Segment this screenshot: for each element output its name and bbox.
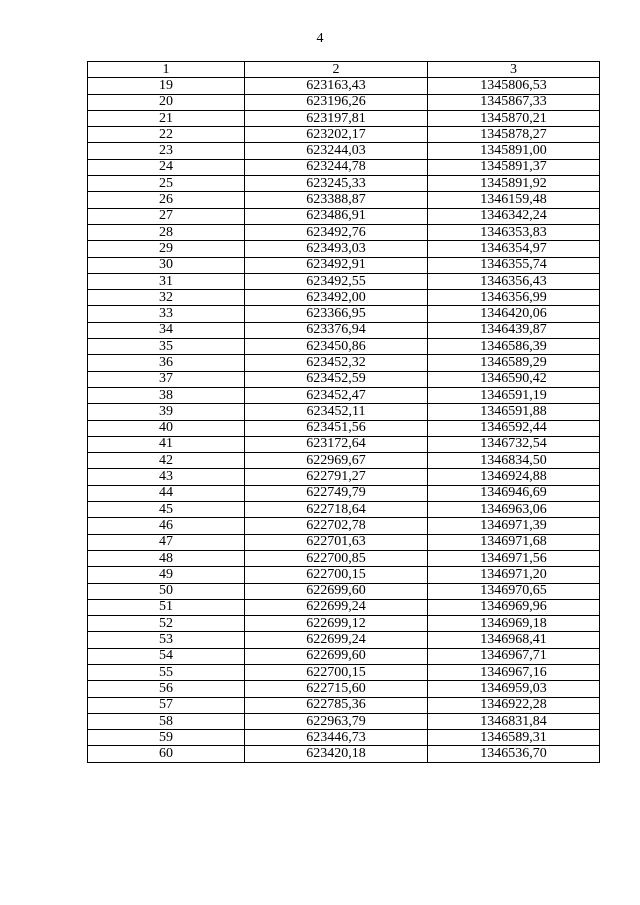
table-row	[88, 322, 600, 338]
x-coordinate-cell: 622963,79	[245, 713, 428, 729]
x-coordinate-cell: 622969,67	[245, 453, 428, 469]
x-coordinate-cell: 622699,12	[245, 616, 428, 632]
point-number-cell: 59	[88, 730, 245, 746]
y-coordinate-cell: 1346971,56	[428, 550, 600, 566]
y-coordinate-cell: 1346159,48	[428, 192, 600, 208]
x-coordinate-cell: 622700,85	[245, 550, 428, 566]
table-row	[88, 469, 600, 485]
table-row	[88, 257, 600, 273]
coordinates-table-body	[88, 62, 600, 763]
x-coordinate-cell: 622699,60	[245, 583, 428, 599]
table-row	[88, 159, 600, 175]
point-number-cell: 53	[88, 632, 245, 648]
point-number-cell: 23	[88, 143, 245, 159]
y-coordinate-cell: 1346969,96	[428, 599, 600, 615]
x-coordinate-cell: 622699,24	[245, 599, 428, 615]
table-row	[88, 485, 600, 501]
table-row	[88, 127, 600, 143]
point-number-cell: 55	[88, 664, 245, 680]
table-row	[88, 192, 600, 208]
x-coordinate-cell: 622700,15	[245, 664, 428, 680]
y-coordinate-cell: 1346971,68	[428, 534, 600, 550]
x-coordinate-cell: 623492,55	[245, 273, 428, 289]
y-coordinate-cell: 1346963,06	[428, 502, 600, 518]
table-row	[88, 176, 600, 192]
table-row	[88, 518, 600, 534]
x-coordinate-cell: 623486,91	[245, 208, 428, 224]
table-row	[88, 502, 600, 518]
y-coordinate-cell: 1346342,24	[428, 208, 600, 224]
y-coordinate-cell: 1345806,53	[428, 78, 600, 94]
x-coordinate-cell: 622749,79	[245, 485, 428, 501]
point-number-cell: 58	[88, 713, 245, 729]
point-number-cell: 56	[88, 681, 245, 697]
table-row	[88, 697, 600, 713]
table-row	[88, 273, 600, 289]
point-number-cell: 30	[88, 257, 245, 273]
table-row	[88, 567, 600, 583]
table-row	[88, 746, 600, 762]
y-coordinate-cell: 1346592,44	[428, 420, 600, 436]
y-coordinate-cell: 1346922,28	[428, 697, 600, 713]
x-coordinate-cell: 622702,78	[245, 518, 428, 534]
point-number-cell: 37	[88, 371, 245, 387]
y-coordinate-cell: 1346354,97	[428, 241, 600, 257]
y-coordinate-cell: 1346834,50	[428, 453, 600, 469]
point-number-cell: 36	[88, 355, 245, 371]
x-coordinate-cell: 623492,76	[245, 224, 428, 240]
table-row	[88, 208, 600, 224]
table-row	[88, 648, 600, 664]
y-coordinate-cell: 1346353,83	[428, 224, 600, 240]
point-number-cell: 39	[88, 404, 245, 420]
table-row	[88, 616, 600, 632]
table-row	[88, 404, 600, 420]
table-row	[88, 550, 600, 566]
table-row	[88, 387, 600, 403]
x-coordinate-cell: 623245,33	[245, 176, 428, 192]
y-coordinate-cell: 1346971,39	[428, 518, 600, 534]
table-row	[88, 436, 600, 452]
point-number-cell: 27	[88, 208, 245, 224]
y-coordinate-cell: 1346968,41	[428, 632, 600, 648]
y-coordinate-cell: 1346967,71	[428, 648, 600, 664]
x-coordinate-cell: 623376,94	[245, 322, 428, 338]
header-cell-y: 3	[428, 62, 600, 78]
point-number-cell: 25	[88, 176, 245, 192]
point-number-cell: 34	[88, 322, 245, 338]
table-row	[88, 583, 600, 599]
y-coordinate-cell: 1346590,42	[428, 371, 600, 387]
header-cell-x: 2	[245, 62, 428, 78]
x-coordinate-cell: 623450,86	[245, 339, 428, 355]
point-number-cell: 24	[88, 159, 245, 175]
table-row	[88, 241, 600, 257]
y-coordinate-cell: 1346924,88	[428, 469, 600, 485]
point-number-cell: 29	[88, 241, 245, 257]
point-number-cell: 26	[88, 192, 245, 208]
table-row	[88, 290, 600, 306]
x-coordinate-cell: 623452,59	[245, 371, 428, 387]
table-row	[88, 339, 600, 355]
point-number-cell: 44	[88, 485, 245, 501]
table-row	[88, 713, 600, 729]
x-coordinate-cell: 623451,56	[245, 420, 428, 436]
table-row	[88, 306, 600, 322]
table-header-row	[88, 62, 600, 78]
point-number-cell: 20	[88, 94, 245, 110]
point-number-cell: 32	[88, 290, 245, 306]
x-coordinate-cell: 623452,47	[245, 387, 428, 403]
page-number: 4	[316, 31, 324, 46]
table-row	[88, 94, 600, 110]
point-number-cell: 51	[88, 599, 245, 615]
x-coordinate-cell: 623493,03	[245, 241, 428, 257]
x-coordinate-cell: 623196,26	[245, 94, 428, 110]
point-number-cell: 21	[88, 110, 245, 126]
y-coordinate-cell: 1346536,70	[428, 746, 600, 762]
y-coordinate-cell: 1346967,16	[428, 664, 600, 680]
point-number-cell: 22	[88, 127, 245, 143]
y-coordinate-cell: 1345870,21	[428, 110, 600, 126]
x-coordinate-cell: 623244,78	[245, 159, 428, 175]
x-coordinate-cell: 623366,95	[245, 306, 428, 322]
point-number-cell: 54	[88, 648, 245, 664]
point-number-cell: 47	[88, 534, 245, 550]
x-coordinate-cell: 622700,15	[245, 567, 428, 583]
point-number-cell: 46	[88, 518, 245, 534]
point-number-cell: 49	[88, 567, 245, 583]
y-coordinate-cell: 1345878,27	[428, 127, 600, 143]
y-coordinate-cell: 1346831,84	[428, 713, 600, 729]
table-row	[88, 664, 600, 680]
point-number-cell: 57	[88, 697, 245, 713]
point-number-cell: 60	[88, 746, 245, 762]
x-coordinate-cell: 623202,17	[245, 127, 428, 143]
point-number-cell: 31	[88, 273, 245, 289]
x-coordinate-cell: 623388,87	[245, 192, 428, 208]
x-coordinate-cell: 623163,43	[245, 78, 428, 94]
x-coordinate-cell: 622715,60	[245, 681, 428, 697]
table-row	[88, 730, 600, 746]
header-cell-point-number: 1	[88, 62, 245, 78]
y-coordinate-cell: 1346969,18	[428, 616, 600, 632]
table-row	[88, 599, 600, 615]
point-number-cell: 38	[88, 387, 245, 403]
y-coordinate-cell: 1346355,74	[428, 257, 600, 273]
y-coordinate-cell: 1346586,39	[428, 339, 600, 355]
point-number-cell: 40	[88, 420, 245, 436]
table-row	[88, 453, 600, 469]
point-number-cell: 42	[88, 453, 245, 469]
point-number-cell: 41	[88, 436, 245, 452]
y-coordinate-cell: 1346420,06	[428, 306, 600, 322]
x-coordinate-cell: 622785,36	[245, 697, 428, 713]
x-coordinate-cell: 623172,64	[245, 436, 428, 452]
x-coordinate-cell: 623492,91	[245, 257, 428, 273]
x-coordinate-cell: 622791,27	[245, 469, 428, 485]
coordinates-table	[87, 61, 600, 763]
point-number-cell: 28	[88, 224, 245, 240]
point-number-cell: 35	[88, 339, 245, 355]
y-coordinate-cell: 1346732,54	[428, 436, 600, 452]
table-row	[88, 534, 600, 550]
y-coordinate-cell: 1346970,65	[428, 583, 600, 599]
y-coordinate-cell: 1346591,19	[428, 387, 600, 403]
point-number-cell: 45	[88, 502, 245, 518]
point-number-cell: 43	[88, 469, 245, 485]
x-coordinate-cell: 622699,24	[245, 632, 428, 648]
x-coordinate-cell: 623446,73	[245, 730, 428, 746]
x-coordinate-cell: 623452,11	[245, 404, 428, 420]
y-coordinate-cell: 1346971,20	[428, 567, 600, 583]
point-number-cell: 19	[88, 78, 245, 94]
y-coordinate-cell: 1346946,69	[428, 485, 600, 501]
table-row	[88, 78, 600, 94]
y-coordinate-cell: 1345867,33	[428, 94, 600, 110]
table-row	[88, 143, 600, 159]
table-row	[88, 224, 600, 240]
table-row	[88, 632, 600, 648]
point-number-cell: 48	[88, 550, 245, 566]
y-coordinate-cell: 1346959,03	[428, 681, 600, 697]
x-coordinate-cell: 623452,32	[245, 355, 428, 371]
y-coordinate-cell: 1346589,31	[428, 730, 600, 746]
point-number-cell: 33	[88, 306, 245, 322]
x-coordinate-cell: 623420,18	[245, 746, 428, 762]
x-coordinate-cell: 622718,64	[245, 502, 428, 518]
point-number-cell: 52	[88, 616, 245, 632]
x-coordinate-cell: 622699,60	[245, 648, 428, 664]
x-coordinate-cell: 623197,81	[245, 110, 428, 126]
y-coordinate-cell: 1346591,88	[428, 404, 600, 420]
table-row	[88, 681, 600, 697]
x-coordinate-cell: 623244,03	[245, 143, 428, 159]
table-row	[88, 110, 600, 126]
table-row	[88, 355, 600, 371]
point-number-cell: 50	[88, 583, 245, 599]
y-coordinate-cell: 1345891,00	[428, 143, 600, 159]
x-coordinate-cell: 623492,00	[245, 290, 428, 306]
table-row	[88, 420, 600, 436]
y-coordinate-cell: 1346356,99	[428, 290, 600, 306]
table-row	[88, 371, 600, 387]
y-coordinate-cell: 1346356,43	[428, 273, 600, 289]
y-coordinate-cell: 1345891,92	[428, 176, 600, 192]
y-coordinate-cell: 1346589,29	[428, 355, 600, 371]
y-coordinate-cell: 1345891,37	[428, 159, 600, 175]
x-coordinate-cell: 622701,63	[245, 534, 428, 550]
y-coordinate-cell: 1346439,87	[428, 322, 600, 338]
